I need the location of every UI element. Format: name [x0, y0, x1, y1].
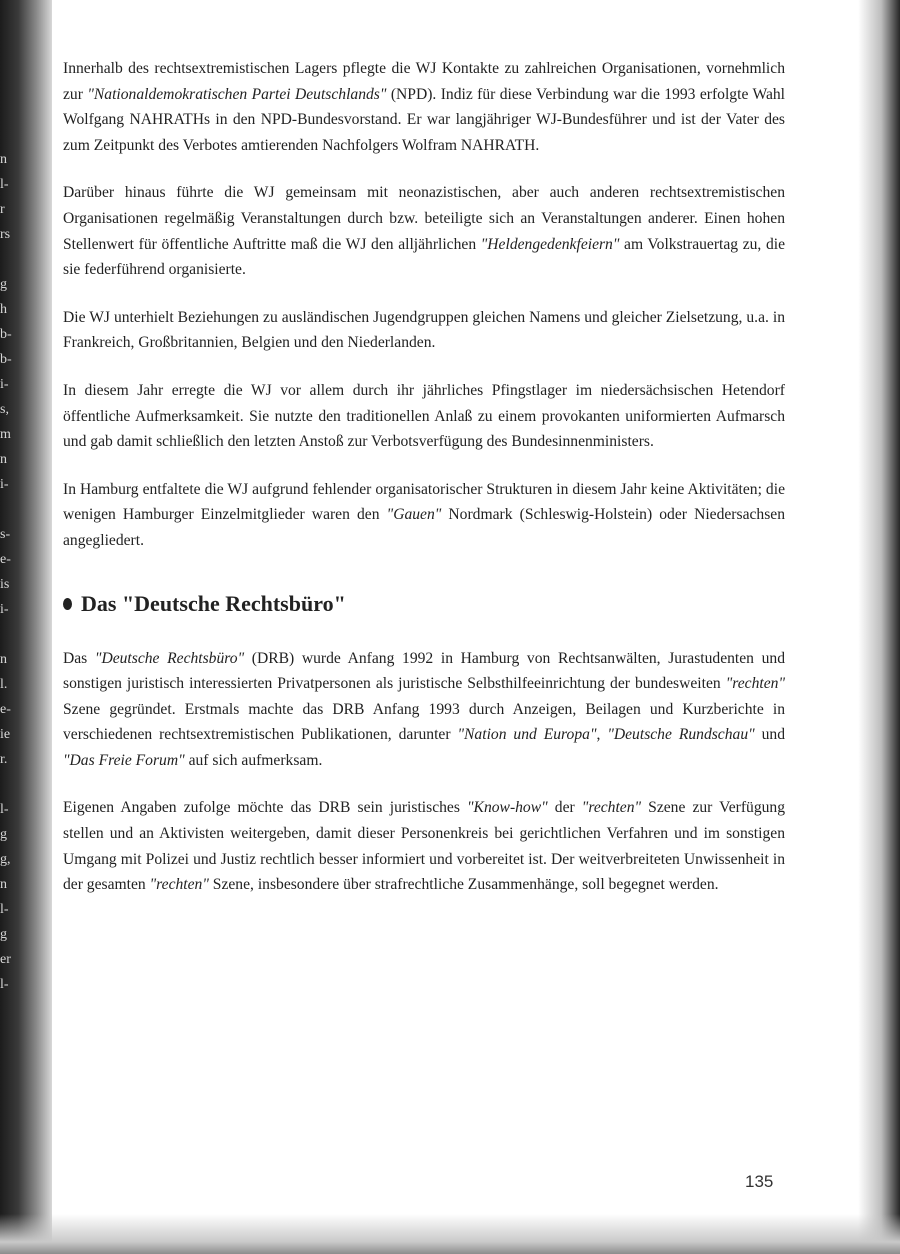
margin-fragment: b-	[0, 352, 12, 367]
margin-fragment: is	[0, 577, 10, 592]
italic-phrase: "rechten"	[149, 876, 209, 894]
page-number: 135	[745, 1172, 774, 1191]
page-body	[63, 56, 785, 920]
section-heading	[63, 590, 785, 618]
bullet-icon	[63, 598, 72, 610]
margin-fragment	[0, 775, 22, 800]
margin-fragment: l.	[0, 677, 8, 692]
text-run: Innerhalb des rechtsextremistischen Lagers pflegte die WJ Kontakte zu zahlreichen Organisationen, vornehmlich zur	[63, 60, 785, 103]
margin-fragment: n	[0, 652, 7, 667]
italic-phrase: "Know-how"	[467, 799, 548, 817]
margin-fragment: i-	[0, 377, 9, 392]
paragraph	[63, 646, 785, 774]
margin-fragment: n	[0, 877, 7, 892]
text-run: Eigenen Angaben zufolge möchte das DRB sein juristisches	[63, 799, 467, 817]
paragraph	[63, 795, 785, 897]
italic-phrase: "Das Freie Forum"	[63, 751, 185, 769]
margin-fragment	[0, 625, 22, 650]
paragraph	[63, 180, 785, 282]
text-run: Die WJ unterhielt Beziehungen zu ausländischen Jugendgruppen gleichen Namens und gleicher Zielsetzung, u.a. in Frankreich, Großbritannien, Belgien und den Niederlanden.	[63, 308, 785, 352]
margin-fragment: l-	[0, 902, 9, 917]
scan-gutter-right	[858, 0, 900, 1254]
margin-fragment: g	[0, 827, 7, 842]
margin-fragment: s-	[0, 527, 11, 542]
margin-fragment: ie	[0, 727, 11, 742]
text-run: In Hamburg entfaltete die WJ aufgrund fehlender organisatorischer Strukturen in diesem Jahr keine Aktivitäten; die wenigen Hamburger Einzelmitglieder waren den	[63, 480, 785, 524]
italic-phrase: "Nation und Europa"	[457, 726, 597, 744]
text-run: Das	[63, 649, 95, 667]
margin-fragment: b-	[0, 327, 12, 342]
italic-phrase: "Gauen"	[386, 506, 442, 524]
margin-fragment: n	[0, 152, 7, 167]
margin-fragment: r	[0, 202, 5, 217]
margin-fragment: r.	[0, 752, 8, 767]
heading-text: Das "Deutsche Rechtsbüro"	[81, 590, 346, 616]
margin-fragment: i-	[0, 602, 9, 617]
margin-fragment: g	[0, 277, 7, 292]
text-run: Szene gegründet. Erstmals machte das DRB Anfang 1993 durch Anzeigen, Beilagen und Kurzberichte in verschiedenen rechtsextremistischen Publikationen, darunter	[63, 700, 785, 744]
text-run: (NPD). Indiz für diese Verbindung war die 1993 erfolgte Wahl Wolfgang NAHRATHs in den NPD-Bundesvorstand. Er war langjähriger WJ-Bundesführer und ist der Vater des zum Zeitpunkt des Verbotes amtierenden Nachfolgers Wolfram NAHRATH.	[63, 85, 786, 154]
scan-bottom-shadow	[0, 1214, 900, 1254]
paragraph	[63, 378, 785, 455]
section-drb	[63, 646, 785, 898]
italic-phrase: "Deutsche Rechtsbüro"	[94, 649, 245, 667]
text-run: Darüber hinaus führte die WJ gemeinsam mit neonazistischen, aber auch anderen rechtsextremistischen Organisationen regelmäßig Veranstaltungen durch bzw. beteiligte sich an Veranstaltungen anderer. Einen hohen Stellenwert für öffentliche Auftritte maß die WJ den alljährlichen	[63, 184, 785, 253]
facing-page-margin-text	[0, 150, 22, 992]
margin-fragment: l-	[0, 802, 9, 817]
margin-fragment: e-	[0, 702, 11, 717]
margin-fragment	[0, 250, 22, 275]
section-wj	[63, 56, 785, 554]
text-run: am Volkstrauertag zu, die sie federführend organisierte.	[63, 235, 785, 279]
text-run: In diesem Jahr erregte die WJ vor allem durch ihr jährliches Pfingstlager im niedersächsischen Hetendorf öffentliche Aufmerksamkeit. Sie nutzte den traditionellen Anlaß zu einem provokanten uniformierten Aufmarsch und gab damit schließlich den letzten Anstoß zur Verbotsverfügung des Bundesinnenministers.	[63, 381, 785, 451]
margin-fragment: er	[0, 952, 11, 967]
paragraph	[63, 477, 785, 554]
text-run: Nordmark (Schleswig-Holstein) oder Niedersachsen angegliedert.	[63, 506, 785, 549]
margin-fragment: e-	[0, 552, 11, 567]
italic-phrase: "rechten"	[725, 675, 785, 693]
italic-phrase: "Heldengedenkfeiern"	[480, 235, 620, 253]
margin-fragment: s,	[0, 402, 9, 417]
italic-phrase: "rechten"	[581, 799, 642, 817]
italic-phrase: "Nationaldemokratischen Partei Deutschlands"	[87, 85, 387, 103]
text-run: Szene zur Verfügung stellen und an Aktivisten weitergeben, damit dieser Personenkreis bei gerichtlichen Verfahren und im sonstigen Umgang mit Polizei und Justiz rechtlich besser informiert und vorbereitet ist. Der weitverbreiteten Unwissenheit in der gesamten	[63, 799, 786, 894]
paragraph	[63, 305, 785, 356]
text-run: (DRB) wurde Anfang 1992 in Hamburg von Rechtsanwälten, Jurastudenten und sonstigen juristisch interessierten Privatpersonen als juristische Selbsthilfeeinrichtung der bundesweiten	[63, 649, 785, 693]
margin-fragment: l-	[0, 977, 9, 992]
margin-fragment: h	[0, 302, 7, 317]
margin-fragment: i-	[0, 477, 9, 492]
margin-fragment	[0, 500, 22, 525]
text-run: ,	[596, 726, 608, 744]
margin-fragment: g	[0, 927, 7, 942]
margin-fragment: g,	[0, 852, 11, 867]
margin-fragment: m	[0, 427, 11, 442]
paragraph	[63, 56, 785, 158]
margin-fragment: n	[0, 452, 7, 467]
margin-fragment: l-	[0, 177, 9, 192]
text-run: und	[754, 726, 785, 744]
text-run: der	[547, 799, 582, 817]
text-run: Szene, insbesondere über strafrechtliche Zusammenhänge, soll begegnet werden.	[208, 876, 719, 894]
margin-fragment: rs	[0, 227, 11, 242]
italic-phrase: "Deutsche Rundschau"	[607, 726, 755, 744]
text-run: auf sich aufmerksam.	[184, 751, 323, 769]
